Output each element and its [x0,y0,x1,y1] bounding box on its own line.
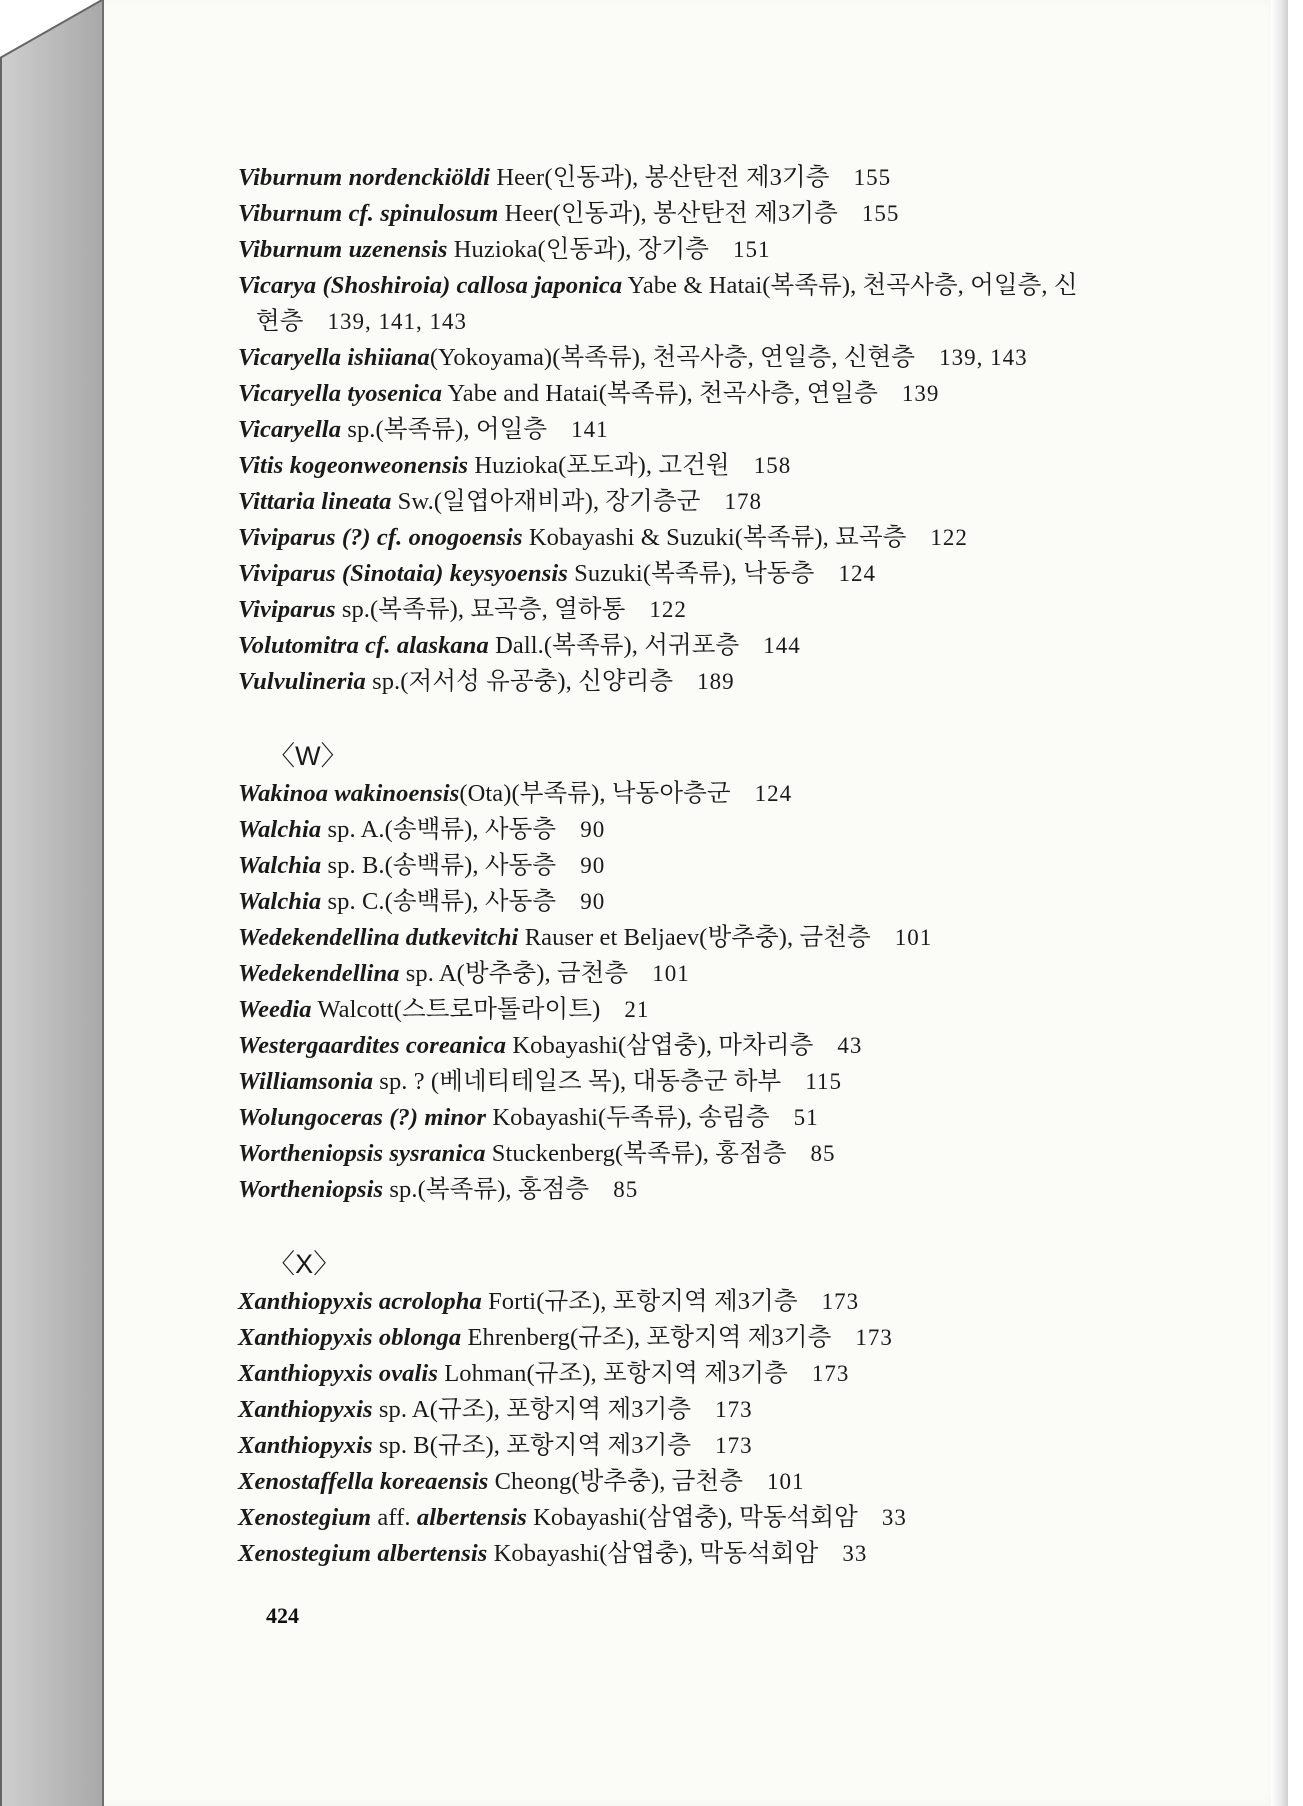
index-entry: Viviparus (?) cf. onogoensis Kobayashi & Suzuki(복족류), 묘곡층 122 [238,524,968,551]
index-entry: Viburnum uzenensis Huzioka(인동과), 장기층 151 [238,236,771,263]
page-ref: 139 [901,381,940,406]
index-entry: Vulvulineria sp.(저서성 유공충), 신양리층 189 [238,668,735,695]
index-entry: Vicaryella sp.(복족류), 어일층 141 [238,416,609,443]
index-entry: Williamsonia sp. ? (베네티테일즈 목), 대동층군 하부 115 [238,1068,842,1095]
index-entry: Viviparus sp.(복족류), 묘곡층, 열하통 122 [238,596,687,623]
page-ref: 101 [652,961,690,986]
page-ref: 141 [571,417,609,442]
page-ref: 144 [763,633,801,658]
page-ref: 139, 143 [939,345,1028,370]
index-entry: Vitis kogeonweonensis Huzioka(포도과), 고건원 158 [238,452,792,479]
index-entry: Wedekendellina sp. A(방추충), 금천층 101 [238,960,690,987]
page-ref: 173 [811,1361,850,1386]
page-ref: 173 [821,1289,860,1314]
page-ref: 90 [580,853,606,878]
page-ref: 155 [861,201,900,226]
page-ref: 85 [810,1141,836,1166]
page-ref: 101 [766,1469,805,1494]
book-spine [0,0,104,1806]
index-entry: Xanthiopyxis oblonga Ehrenberg(규조), 포항지역 제3기층 173 [238,1324,893,1351]
index-entry: Xenostaffella koreaensis Cheong(방추충), 금천층 101 [238,1468,805,1495]
page-ref: 51 [793,1105,819,1130]
index-entry: Xanthiopyxis sp. A(규조), 포항지역 제3기층 173 [238,1396,753,1423]
page-ref: 124 [754,781,793,806]
index-entry: Xanthiopyxis sp. B(규조), 포항지역 제3기층 173 [238,1432,753,1459]
index-entry: Vicaryella tyosenica Yabe and Hatai(복족류), 천곡사층, 연일층 139 [238,380,940,407]
page-ref: 115 [805,1069,842,1094]
index-entry: Wedekendellina dutkevitchi Rauser et Beljaev(방추충), 금천층 101 [238,924,933,951]
index-entry: Vicaryella ishiiana(Yokoyama)(복족류), 천곡사층, 연일층, 신현층 139, 143 [238,344,1028,371]
index-entry: Walchia sp. C.(송백류), 사동층 90 [238,888,606,915]
page-ref: 33 [842,1541,868,1566]
page-ref: 43 [837,1033,863,1058]
page-ref: 33 [881,1505,907,1530]
page-ref: 21 [624,997,650,1022]
index-entry: Wortheniopsis sp.(복족류), 홍점층 85 [238,1176,639,1203]
index-entry: Xanthiopyxis acrolopha Forti(규조), 포항지역 제3기층 173 [238,1288,860,1315]
page-ref: 85 [613,1177,639,1202]
page-ref: 90 [580,817,606,842]
index-entry: Xenostegium albertensis Kobayashi(삼엽충), 막동석회암 33 [238,1540,868,1567]
index-entry-continuation: 현층 139, 141, 143 [256,308,468,335]
index-entry: Wolungoceras (?) minor Kobayashi(두족류), 송림층 51 [238,1104,819,1131]
index-entry: Viviparus (Sinotaia) keysyoensis Suzuki(복족류), 낙동층 124 [238,560,876,587]
index-entry: Westergaardites coreanica Kobayashi(삼엽충), 마차리층 43 [238,1032,863,1059]
page-ref: 189 [697,669,735,694]
index-entry: Weedia Walcott(스트로마톨라이트) 21 [238,996,650,1023]
index-entry: Viburnum cf. spinulosum Heer(인동과), 봉산탄전 제3기층 155 [238,200,900,227]
index-entry: Xenostegium aff. albertensis Kobayashi(삼엽충), 막동석회암 33 [238,1504,907,1531]
page-ref: 178 [724,489,762,514]
page-ref: 124 [838,561,876,586]
page-ref: 101 [894,925,933,950]
index-entry: Xanthiopyxis ovalis Lohman(규조), 포항지역 제3기층 173 [238,1360,850,1387]
index-content [238,160,1138,1572]
page-ref: 173 [855,1325,893,1350]
page-number: 424 [266,1603,299,1628]
index-entry: Vicarya (Shoshiroia) callosa japonica Yabe & Hatai(복족류), 천곡사층, 어일층, 신 [238,272,1078,299]
page-ref: 173 [715,1433,753,1458]
index-entry: Wakinoa wakinoensis(Ota)(부족류), 낙동아층군 124 [238,780,793,807]
index-entry: Walchia sp. B.(송백류), 사동층 90 [238,852,606,879]
section-heading-w: 〈W〉 [268,741,348,771]
page-ref: 122 [649,597,687,622]
page-ref: 155 [853,165,892,190]
page-ref: 90 [580,889,606,914]
index-entry: Walchia sp. A.(송백류), 사동층 90 [238,816,606,843]
section-heading-x: 〈X〉 [268,1249,341,1279]
page-ref: 151 [733,237,771,262]
index-entry: Volutomitra cf. alaskana Dall.(복족류), 서귀포층 144 [238,632,801,659]
page-edge-shadow [1271,0,1288,1806]
page-ref: 122 [930,525,968,550]
index-entry: Viburnum nordenckiöldi Heer(인동과), 봉산탄전 제3기층 155 [238,164,892,191]
index-entry: Wortheniopsis sysranica Stuckenberg(복족류), 홍점층 85 [238,1140,836,1167]
page-ref: 139, 141, 143 [327,309,468,334]
page-ref: 173 [715,1397,753,1422]
page-ref: 158 [753,453,792,478]
index-entry: Vittaria lineata Sw.(일엽아재비과), 장기층군 178 [238,488,762,515]
